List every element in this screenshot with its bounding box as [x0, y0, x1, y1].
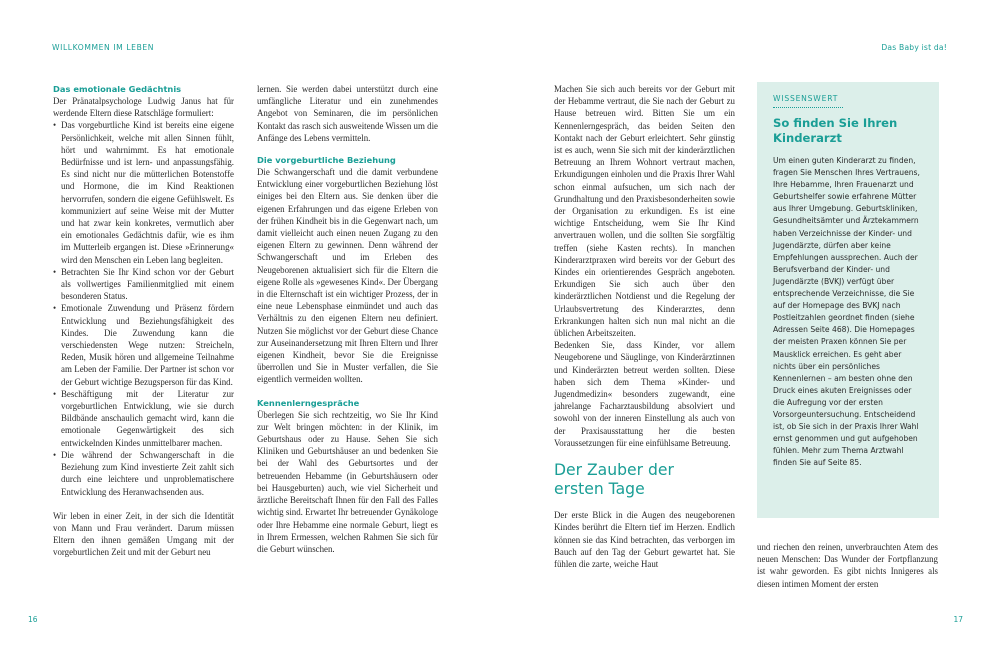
dotted-divider	[773, 107, 843, 108]
chapter-title-line-2: ersten Tage	[554, 480, 645, 499]
chapter-title	[554, 461, 735, 499]
paragraph: Überlegen Sie sich rechtzeitig, wo Sie Ihr Kind zur Welt bringen möchten: in der Klinik, im Geburtshaus oder zu Hause. Sehen Sie sich Kliniken und Geburtshäuser an und bedenken Sie bei der Wahl des Geburtsortes und der betreuenden Hebamme (in Geburtshäusern oder bei Hausgeburten) auch, wie viel Sicherheit und ärztliche Bereitschaft Ihnen für den Fall des Falles wichtig sind. Erwartet Ihr betreuender Gynäkologe oder Ihre Hebamme eine normale Geburt, liegt es in Ihrem Ermessen, welchen Rahmen Sie sich für die Geburt wünschen.	[257, 409, 438, 554]
paragraph: Der Pränatalpsychologe Ludwig Janus hat für werdende Eltern diese Ratschläge formuliert:	[53, 96, 234, 119]
text-column-4	[757, 541, 938, 590]
paragraph: Wir leben in einer Zeit, in der sich die Identität von Mann und Frau verändert. Darum müssen Eltern den ihnen gemäßen Umgang mit der vorgeburtlichen Zeit und mit der Geburt neu	[53, 510, 234, 558]
running-header-right: Das Baby ist da!	[881, 43, 947, 52]
paragraph: Machen Sie sich auch bereits vor der Geburt mit der Hebamme vertraut, die Sie nach der Geburt zu Hause betreuen wird. Bitten Sie um ein Kennenlerngespräch, das beiden Seiten den Kontakt nach der Geburt erleichtert. Sehr günstig ist es auch, wenn Sie sich mit der kinderärztlichen Betreuung an Ihrem Wohnort vertraut machen, Erkundigungen einholen und die Praxis Ihrer Wahl schon einmal aufsuchen, um sich nach der Grundhaltung und den Praxisbesonderheiten sowie der Organisation zu erkundigen. Es ist eine wichtige Entscheidung, wem Sie Ihr Kind anvertrauen wollen, und die sollten Sie sorgfältig treffen (siehe Kasten rechts). In manchen Kinderarztpraxen wird bereits vor der Geburt des Kindes ein orientierendes Gespräch angeboten. Erkundigen Sie sich auch über den kinderärztlichen Notdienst und die Regelung der Urlaubsvertretung des Kinderarztes, denn Erkrankungen halten sich nun mal nicht an die üblichen Arbeitszeiten.	[554, 84, 735, 339]
text-column-3	[554, 83, 735, 570]
info-box-label: WISSENSWERT	[773, 94, 839, 103]
list-item: • Die während der Schwangerschaft in die Beziehung zum Kind investierte Zeit zahlt sich durch eine leichtere und unproblematischere Entwicklung des Heranwachsenden aus.	[53, 449, 234, 498]
paragraph: Der erste Blick in die Augen des neugeborenen Kindes berührt die Eltern tief im Herzen. Endlich können sie das Kind betrachten, das verborgen im Bauch auf den Tag der Geburt gewartet hat. Sie fühlen die zarte, weiche Haut	[554, 510, 735, 569]
running-header-left: WILLKOMMEN IM LEBEN	[52, 43, 155, 52]
section-heading-prenatal-relationship: Die vorgeburtliche Beziehung	[257, 155, 396, 166]
page-number-right: 17	[953, 615, 963, 624]
list-item: • Beschäftigung mit der Literatur zur vorgeburtlichen Entwicklung, wie sie durch Bildbände anschaulich gemacht wird, kann die emotionale Gegenwärtigkeit des sich entwickelnden Kindes unmittelbarer machen.	[53, 388, 234, 449]
info-box-text: Um einen guten Kinderarzt zu finden, fragen Sie Menschen Ihres Vertrauens, Ihre Hebamme, Ihren Frauenarzt und Geburtshelfer sowie erfahrene Mütter aus Ihrer Umgebung. Geburtskliniken, Gesundheitsämter und Ärztekammern haben Verzeichnisse der Kinder- und Jugendärzte, dürfen aber keine Empfehlungen aussprechen. Auch der Berufsverband der Kinder- und Jugendärzte (BVKJ) verfügt über entsprechende Verzeichnisse, die Sie auf der Homepage des BVKJ nach Postleitzahlen geordnet finden (siehe Adressen Seite 468). Die Homepages der meisten Praxen können Sie per Mausklick erreichen. Es geht aber nichts über ein persönliches Kennenlernen – am besten ohne den Druck eines akuten Ereignisses oder die Aufregung vor der ersten Vorsorgeuntersuchung. Entscheidend ist, ob Sie sich in der Praxis Ihrer Wahl ernst genommen und gut aufgehoben fühlen. Mehr zum Thema Arztwahl finden Sie auf Seite 85.	[773, 156, 920, 468]
info-box-pediatrician	[757, 82, 939, 518]
paragraph: und riechen den reinen, unverbrauchten Atem des neuen Menschen: Das Wunder der Fortpflanzung ist wahr geworden. Es gibt nichts Innigeres als diesen intimen Moment der ersten	[757, 542, 938, 589]
page-number-left: 16	[28, 615, 38, 624]
list-item: • Emotionale Zuwendung und Präsenz fördern Entwicklung und Beziehungsfähigkeit des Kindes. Die Zuwendung kann die verschiedensten Wege nutzen: Streicheln, Reden, Musik hören und allgemeine Teilnahme am Leben der Familie. Der Partner ist schon vor der Geburt wichtige Bezugsperson für das Kind.	[53, 302, 234, 387]
paragraph: Die Schwangerschaft und die damit verbundene Entwicklung einer vorgeburtlichen Beziehung löst einiges bei den Eltern aus. Sie denken über die eigenen Erfahrungen und das eigene Erleben von der frühen Kindheit bis in die Gegenwart nach, um damit vielleicht auch einen neuen Zugang zu den eigenen Eltern zu gewinnen. Denn während der Schwangerschaft und im Erleben des Neugeborenen aktualisiert sich für die Eltern die eigene Rolle als »gewesenes Kind«. Der Übergang in die Elternschaft ist ein wichtiger Prozess, der in eine neue Lebensphase einmündet und auch das Verhältnis zu den eigenen Eltern neu definiert. Nutzen Sie möglichst vor der Geburt diese Chance zur Auseinandersetzung mit Ihren Eltern und Ihrer eigenen Kindheit, bevor Sie die Ereignisse überrollen und Sie in Muster verfallen, die Sie eigentlich vermeiden wollten.	[257, 167, 438, 385]
paragraph: lernen. Sie werden dabei unterstützt durch eine umfängliche Literatur und ein zunehmendes Angebot von Seminaren, die im persönlichen Kontakt das rasch sich ausweitende Wissen um die Anfänge des Lebens vermitteln.	[257, 84, 438, 143]
section-heading-emotional-memory: Das emotionale Gedächtnis	[53, 84, 182, 94]
text-column-1	[53, 83, 234, 559]
advice-list	[53, 119, 234, 497]
paragraph: Bedenken Sie, dass Kinder, vor allem Neugeborene und Säuglinge, von Kinderärztinnen und Kinderärzten betreut werden sollten. Diese haben sich dem Thema »Kinder- und Jugendmedizin« besonders zugewandt, eine jahrelange Facharztausbildung absolviert und sowohl von der inneren Einstellung als auch von der Praxisausstattung her die besten Voraussetzungen für eine einfühlsame Betreuung.	[554, 340, 735, 448]
section-heading-introduction-talks: Kennenlerngespräche	[257, 397, 360, 408]
list-item: • Betrachten Sie Ihr Kind schon vor der Geburt als vollwertiges Familienmitglied mit einem besonderen Status.	[53, 266, 234, 303]
info-box-title: So finden Sie Ihren Kinderarzt	[773, 116, 898, 145]
chapter-title-line-1: Der Zauber der	[554, 461, 674, 480]
text-column-2	[257, 83, 438, 555]
list-item: • Das vorgeburtliche Kind ist bereits eine eigene Persönlichkeit, welche mit allen Sinnen fühlt, hört und wahrnimmt. Es hat emotionale Bedürfnisse und ist lern- und anpassungsfähig. Es sind nicht nur die mütterlichen Botenstoffe und Hormone, die im Kind Reaktionen hervorrufen, sondern die eigene Gefühlswelt. Es kommuniziert auf seine Weise mit der Mutter und hat zwar kein konkretes, vermutlich aber ein emotionales Gedächtnis dafür, wie es ihm im Mutterleib ergangen ist. Diese »Erinnerung« wird den Menschen ein Leben lang begleiten.	[53, 119, 234, 265]
